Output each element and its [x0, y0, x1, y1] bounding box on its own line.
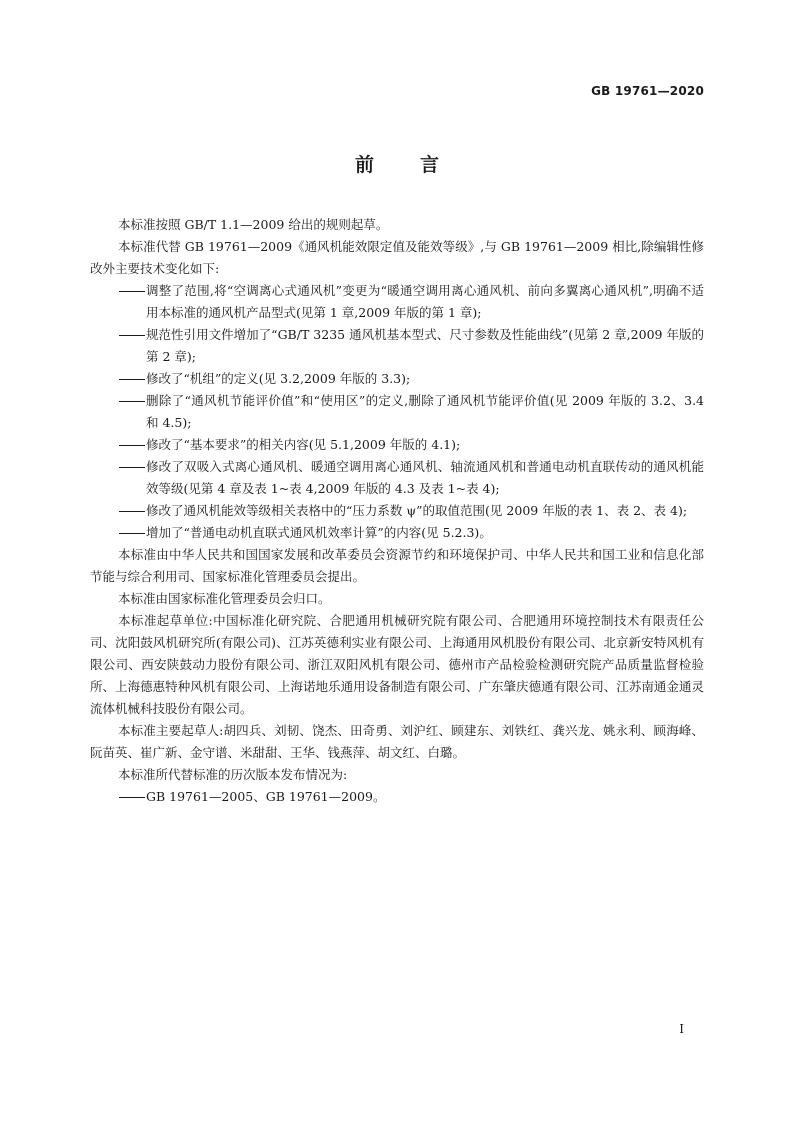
change-item-text: 规范性引用文件增加了“GB/T 3235 通风机基本型式、尺寸参数及性能曲线”(见第 2 章,2009 年版的第 2 章);: [146, 327, 704, 364]
paragraph: 本标准代替 GB 19761—2009《通风机能效限定值及能效等级》,与 GB 19761—2009 相比,除编辑性修改外主要技术变化如下:: [90, 239, 704, 276]
change-item: [90, 456, 704, 500]
change-item: [90, 522, 704, 544]
change-item: [90, 434, 704, 456]
change-item-text: 修改了“基本要求”的相关内容(见 5.1,2009 年版的 4.1);: [146, 437, 461, 452]
paragraph: 本标准主要起草人:胡四兵、刘韧、饶杰、田奇勇、刘沪红、顾建东、刘铁红、龚兴龙、姚永利、顾海峰、阮苗英、崔广新、金守谱、米甜甜、王华、钱燕萍、胡文红、白璐。: [90, 723, 704, 760]
change-item-text: 修改了通风机能效等级相关表格中的“压力系数 ψ”的取值范围(见 2009 年版的表 1、表 2、表 4);: [146, 503, 688, 518]
page-number: I: [679, 1022, 684, 1036]
paragraph: 本标准起草单位:中国标准化研究院、合肥通用机械研究院有限公司、合肥通用环境控制技术有限责任公司、沈阳鼓风机研究所(有限公司)、江苏英德利实业有限公司、上海通用风机股份有限公司、北京新安特风机有限公司、西安陕鼓动力股份有限公司、浙江双阳风机有限公司、德州市产品检验检测研究院产品质量监督检验所、上海德惠特种风机有限公司、上海诺地乐通用设备制造有限公司、广东肇庆德通有限公司、江苏南通金通灵流体机械科技股份有限公司。: [90, 613, 704, 716]
change-item-text: 修改了“机组”的定义(见 3.2,2009 年版的 3.3);: [146, 371, 411, 386]
change-item-text: 修改了双吸入式离心通风机、暖通空调用离心通风机、轴流通风机和普通电动机直联传动的通风机能效等级(见第 4 章及表 1~表 4,2009 年版的 4.3 及表 1~表 4);: [146, 459, 704, 496]
paragraph: 本标准由中华人民共和国国家发展和改革委员会资源节约和环境保护司、中华人民共和国工业和信息化部节能与综合利用司、国家标准化管理委员会提出。: [90, 547, 704, 584]
change-item-text: 增加了“普通电动机直联式通风机效率计算”的内容(见 5.2.3)。: [146, 525, 492, 540]
paragraph: 本标准按照 GB/T 1.1—2009 给出的规则起草。: [118, 217, 389, 232]
change-item: [90, 390, 704, 434]
standard-code: GB 19761—2020: [591, 84, 704, 98]
change-item: [90, 368, 704, 390]
paragraph: 本标准所代替标准的历次版本发布情况为:: [118, 767, 348, 782]
change-item: [90, 280, 704, 324]
change-item: [90, 324, 704, 368]
paragraph: 本标准由国家标准化管理委员会归口。: [118, 591, 331, 606]
history-item-text: GB 19761—2005、GB 19761—2009。: [146, 789, 386, 804]
change-item: [90, 500, 704, 522]
history-item: [90, 786, 704, 808]
change-item-text: 删除了“通风机节能评价值”和“使用区”的定义,删除了通风机节能评价值(见 2009 年版的 3.2、3.4 和 4.5);: [146, 393, 704, 430]
change-item-text: 调整了范围,将“空调离心式通风机”变更为“暖通空调用离心通风机、前向多翼离心通风机”,明确不适用本标准的通风机产品型式(见第 1 章,2009 年版的第 1 章);: [146, 283, 704, 320]
page-title: 前言: [354, 154, 485, 176]
document-body: [90, 214, 704, 808]
